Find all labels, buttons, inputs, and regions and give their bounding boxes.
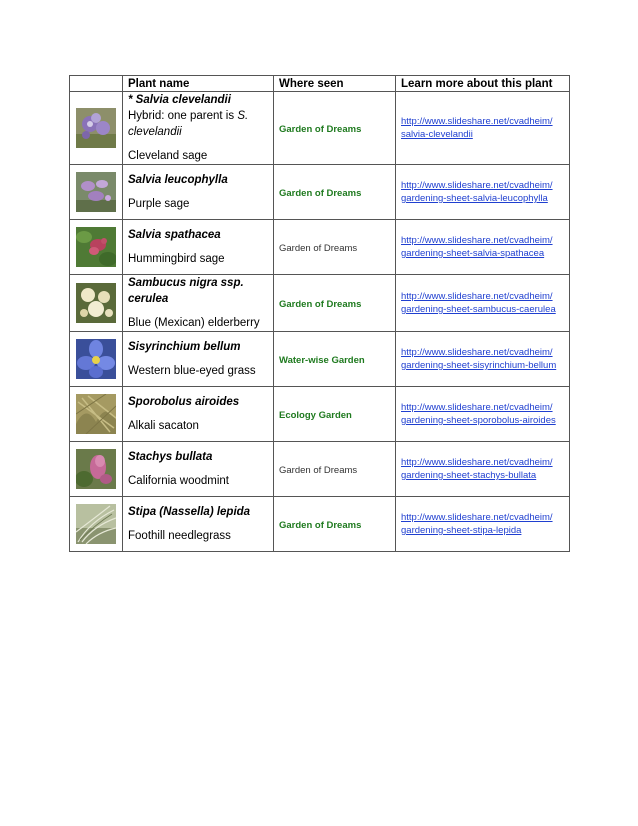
plant-image-cell xyxy=(70,220,123,275)
scientific-name: Stipa (Nassella) lepida xyxy=(128,506,251,518)
stachys-bullata-photo xyxy=(76,449,116,489)
link-cell xyxy=(396,387,570,442)
garden-location: Garden of Dreams xyxy=(279,124,362,135)
plant-name-cell xyxy=(123,92,274,165)
scientific-name: Salvia spathacea xyxy=(128,229,221,241)
common-name: Western blue-eyed grass xyxy=(128,365,256,377)
plant-name-cell xyxy=(123,220,274,275)
plant-name-cell xyxy=(123,275,274,332)
learn-more-link[interactable]: http://www.slideshare.net/cvadheim/ salvia-clevelandii xyxy=(401,116,553,140)
header-where-seen: Where seen xyxy=(274,76,396,92)
garden-location: Garden of Dreams xyxy=(279,243,358,254)
garden-location: Garden of Dreams xyxy=(279,188,362,199)
plant-name-cell xyxy=(123,332,274,387)
plant-image-cell xyxy=(70,275,123,332)
learn-more-link[interactable]: http://www.slideshare.net/cvadheim/ gardening-sheet-stipa-lepida xyxy=(401,512,553,536)
common-name: Alkali sacaton xyxy=(128,420,199,432)
plant-image-cell xyxy=(70,165,123,220)
where-seen-cell xyxy=(274,387,396,442)
where-seen-cell xyxy=(274,275,396,332)
scientific-name: Stachys bullata xyxy=(128,451,213,463)
plant-name-cell xyxy=(123,165,274,220)
header-learn-more: Learn more about this plant xyxy=(396,76,570,92)
plant-table xyxy=(69,75,570,552)
where-seen-cell xyxy=(274,92,396,165)
common-name: Purple sage xyxy=(128,198,190,210)
plant-image-cell xyxy=(70,92,123,165)
table-row xyxy=(70,275,570,332)
table-row xyxy=(70,220,570,275)
garden-location: Garden of Dreams xyxy=(279,520,362,531)
link-cell xyxy=(396,92,570,165)
where-seen-cell xyxy=(274,497,396,552)
link-cell xyxy=(396,165,570,220)
common-name: Foothill needlegrass xyxy=(128,530,231,542)
link-cell xyxy=(396,332,570,387)
garden-location: Garden of Dreams xyxy=(279,465,358,476)
plant-name-cell xyxy=(123,497,274,552)
hybrid-note: Hybrid: one parent is S. clevelandii xyxy=(128,110,249,138)
scientific-name: Sporobolus airoides xyxy=(128,396,240,408)
salvia-spathacea-photo xyxy=(76,227,116,267)
table-header-row xyxy=(70,76,570,92)
plant-image-cell xyxy=(70,497,123,552)
learn-more-link[interactable]: http://www.slideshare.net/cvadheim/ gardening-sheet-salvia-spathacea xyxy=(401,235,553,259)
scientific-name: * Salvia clevelandii xyxy=(128,94,231,106)
plant-image-cell xyxy=(70,332,123,387)
common-name: Blue (Mexican) elderberry xyxy=(128,317,260,329)
link-cell xyxy=(396,442,570,497)
common-name: Cleveland sage xyxy=(128,150,208,162)
plant-name-cell xyxy=(123,442,274,497)
plant-name-cell xyxy=(123,387,274,442)
link-cell xyxy=(396,275,570,332)
table-row xyxy=(70,92,570,165)
where-seen-cell xyxy=(274,332,396,387)
link-cell xyxy=(396,220,570,275)
learn-more-link[interactable]: http://www.slideshare.net/cvadheim/ gardening-sheet-sporobolus-airoides xyxy=(401,402,556,426)
scientific-name: Sambucus nigra ssp. cerulea xyxy=(128,277,244,305)
scientific-name: Sisyrinchium bellum xyxy=(128,341,241,353)
table-row xyxy=(70,165,570,220)
table-row xyxy=(70,497,570,552)
header-plant-name: Plant name xyxy=(123,76,274,92)
learn-more-link[interactable]: http://www.slideshare.net/cvadheim/ gardening-sheet-stachys-bullata xyxy=(401,457,553,481)
garden-location: Garden of Dreams xyxy=(279,299,362,310)
common-name: California woodmint xyxy=(128,475,229,487)
table-row xyxy=(70,332,570,387)
learn-more-link[interactable]: http://www.slideshare.net/cvadheim/ gardening-sheet-salvia-leucophylla xyxy=(401,180,553,204)
scientific-name: Salvia leucophylla xyxy=(128,174,228,186)
garden-location: Ecology Garden xyxy=(279,410,352,421)
sporobolus-airoides-photo xyxy=(76,394,116,434)
learn-more-link[interactable]: http://www.slideshare.net/cvadheim/ gardening-sheet-sambucus-caerulea xyxy=(401,291,556,315)
plant-image-cell xyxy=(70,387,123,442)
stipa-lepida-photo xyxy=(76,504,116,544)
sisyrinchium-bellum-photo xyxy=(76,339,116,379)
where-seen-cell xyxy=(274,165,396,220)
where-seen-cell xyxy=(274,220,396,275)
table-row xyxy=(70,442,570,497)
plant-image-cell xyxy=(70,442,123,497)
where-seen-cell xyxy=(274,442,396,497)
common-name: Hummingbird sage xyxy=(128,253,225,265)
garden-location: Water-wise Garden xyxy=(279,355,365,366)
sambucus-nigra-photo xyxy=(76,283,116,323)
link-cell xyxy=(396,497,570,552)
salvia-leucophylla-photo xyxy=(76,172,116,212)
learn-more-link[interactable]: http://www.slideshare.net/cvadheim/ gardening-sheet-sisyrinchium-bellum xyxy=(401,347,557,371)
salvia-clevelandii-photo xyxy=(76,108,116,148)
table-row xyxy=(70,387,570,442)
header-image xyxy=(70,76,123,92)
